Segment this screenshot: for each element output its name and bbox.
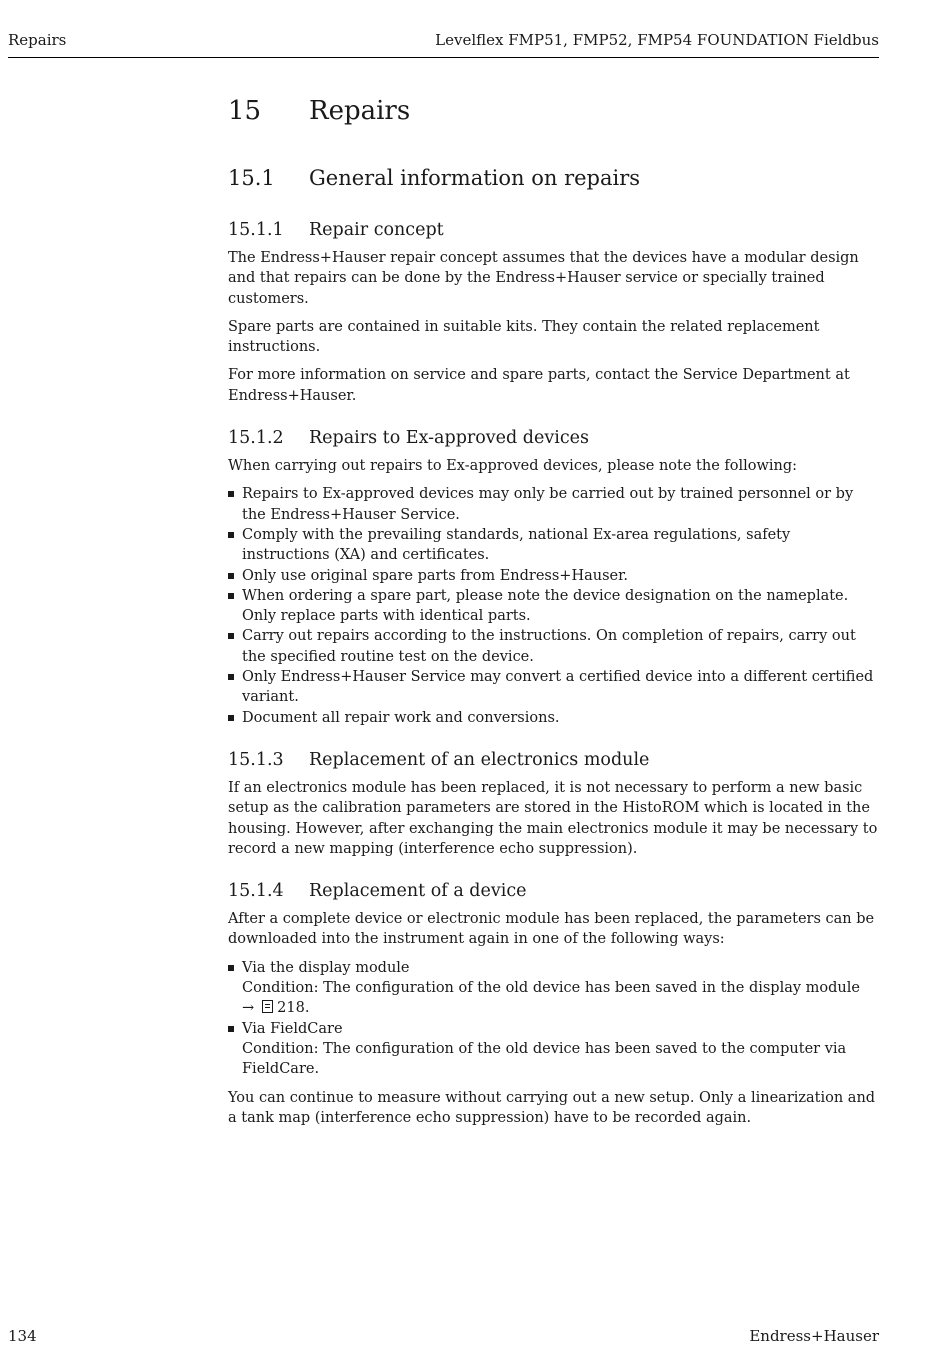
list-item-condition: Condition: The configuration of the old device has been saved in the display module [242, 980, 860, 997]
page-number: 134 [8, 1327, 37, 1345]
list-item [228, 525, 878, 566]
subsection-heading [228, 748, 878, 772]
page-content [228, 94, 878, 1148]
bullet-list [228, 958, 878, 1080]
list-item-text: Only use original spare parts from Endress+Hauser. [242, 567, 629, 584]
bullet-icon [228, 573, 234, 579]
list-item [228, 566, 878, 586]
list-item-text: Repairs to Ex-approved devices may only be carried out by trained personnel or by the Endress+Hauser Service. [242, 486, 854, 523]
subsection-title: Repairs to Ex-approved devices [309, 428, 589, 449]
subsection-title: Repair concept [309, 220, 444, 240]
subsection-number: 15.1.4 [228, 881, 284, 902]
paragraph: For more information on service and spare parts, contact the Service Department at Endress+Hauser. [228, 367, 850, 404]
subsection-device-replacement [228, 879, 878, 1128]
section-heading [228, 164, 878, 192]
paragraph: Spare parts are contained in suitable kits. They contain the related replacement instructions. [228, 318, 820, 356]
paragraph: If an electronics module has been replaced, it is not necessary to perform a new basic setup as the calibration parameters are stored in the HistoROM which is located in the housing. However, after exchanging the main electronics module it may be necessary to record a new mapping (interference echo suppression). [228, 779, 878, 857]
list-item [228, 708, 878, 728]
paragraph: You can continue to measure without carrying out a new setup. Only a linearization and a tank map (interference echo suppression) have to be recorded again. [228, 1089, 876, 1126]
subsection-heading [228, 218, 878, 242]
header-document-title: Levelflex FMP51, FMP52, FMP54 FOUNDATION Fieldbus [435, 31, 879, 49]
subsection-number: 15.1.1 [228, 220, 284, 240]
subsection-number: 15.1.2 [228, 428, 284, 449]
footer-brand: Endress+Hauser [749, 1327, 879, 1345]
subsection-electronics-module [228, 748, 878, 859]
page-reference-number: 218. [277, 1000, 310, 1017]
list-item-title: Via the display module [242, 959, 410, 976]
list-item-text: Carry out repairs according to the instructions. On completion of repairs, carry out the specified routine test on the device. [242, 628, 856, 665]
subsection-repair-concept [228, 218, 878, 406]
bullet-icon [228, 593, 234, 599]
page-reference-icon [262, 1000, 273, 1013]
subsection-number: 15.1.3 [228, 749, 284, 770]
subsection-heading [228, 426, 878, 450]
bullet-list [228, 484, 878, 728]
header-section-label: Repairs [8, 31, 67, 49]
list-item [228, 626, 878, 667]
list-item-text: Only Endress+Hauser Service may convert a certified device into a different certified variant. [242, 669, 874, 706]
chapter-number: 15 [228, 96, 262, 126]
list-item [228, 586, 878, 627]
arrow-right-icon: → [242, 1000, 255, 1017]
list-item [228, 1019, 878, 1080]
subsection-ex-approved-repairs [228, 426, 878, 728]
bullet-icon [228, 491, 234, 497]
list-item-text: Document all repair work and conversions. [242, 709, 560, 726]
subsection-title: Replacement of an electronics module [309, 749, 650, 770]
section-title: General information on repairs [309, 166, 641, 190]
running-header [8, 30, 879, 58]
page-reference[interactable] [242, 998, 309, 1018]
bullet-icon [228, 965, 234, 971]
list-item-title: Via FieldCare [242, 1020, 343, 1037]
bullet-icon [228, 1026, 234, 1032]
list-item [228, 958, 878, 1019]
chapter-heading [228, 94, 878, 128]
bullet-icon [228, 715, 234, 721]
list-item-condition: Condition: The configuration of the old device has been saved to the computer via FieldCare. [242, 1040, 847, 1078]
bullet-icon [228, 532, 234, 538]
running-footer [8, 1326, 879, 1348]
section-number: 15.1 [228, 166, 275, 190]
paragraph: After a complete device or electronic module has been replaced, the parameters can be downloaded into the instrument again in one of the following ways: [228, 911, 875, 948]
subsection-heading [228, 879, 878, 903]
bullet-icon [228, 674, 234, 680]
paragraph: When carrying out repairs to Ex-approved devices, please note the following: [228, 458, 798, 475]
paragraph: The Endress+Hauser repair concept assumes that the devices have a modular design and that repairs can be done by the Endress+Hauser service or specially trained customers. [228, 250, 859, 307]
chapter-title: Repairs [309, 96, 411, 126]
list-item-text: Comply with the prevailing standards, national Ex-area regulations, safety instructions (XA) and certificates. [242, 526, 791, 564]
bullet-icon [228, 633, 234, 639]
subsection-title: Replacement of a device [309, 881, 527, 902]
list-item [228, 667, 878, 708]
list-item [228, 484, 878, 525]
list-item-text: When ordering a spare part, please note the device designation on the nameplate. Only replace parts with identical parts. [242, 587, 849, 625]
